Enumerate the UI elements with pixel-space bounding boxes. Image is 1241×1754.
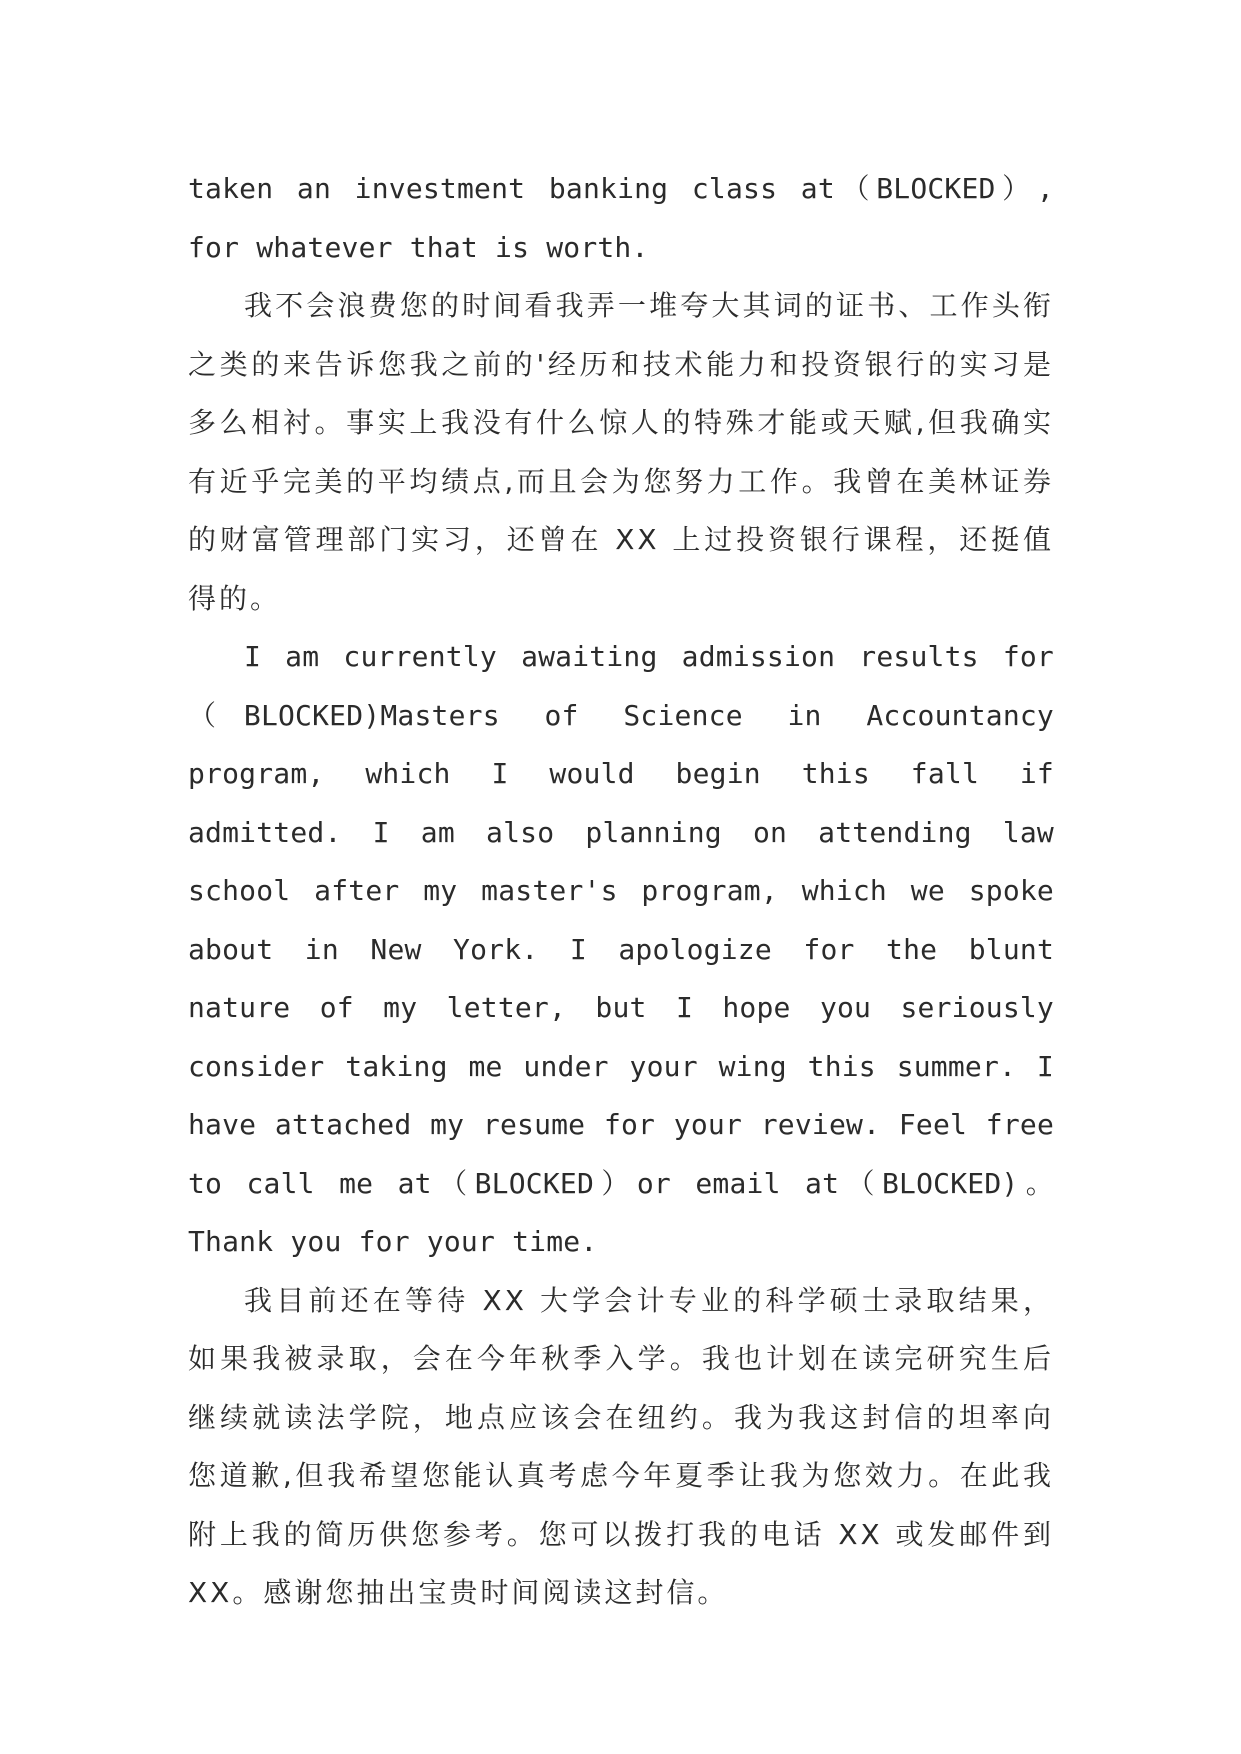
paragraph-chinese-admission: 我目前还在等待 XX 大学会计专业的科学硕士录取结果，如果我被录取，会在今年秋季入学。我也计划在读完研究生后继续就读法学院，地点应该会在纽约。我为我这封信的坦率向您道歉,但我希望您能认真考虑今年夏季让我为您效力。在此我附上我的简历供您参考。您可以拨打我的电话 XX 或发邮件到 XX。感谢您抽出宝贵时间阅读这封信。 <box>188 1283 1054 1609</box>
paragraph-english-admission: I am currently awaiting admission results for（BLOCKED)Masters of Science in Accountancy program, which I would begin this fall if admitted. I am also planning on attending law school after my master's program, which we spoke about in New York. I apologize for the blunt nature of my letter, but I hope you seriously consider taking me under your wing this summer. I have attached my resume for your review. Feel free to call me at（BLOCKED）or email at（BLOCKED)。 Thank you for your time. <box>188 640 1054 1258</box>
letter-body <box>188 160 1054 1623</box>
paragraph-english-continuation: taken an investment banking class at（BLOCKED）, for whatever that is worth. <box>188 172 1054 264</box>
paragraph-chinese-qualifications: 我不会浪费您的时间看我弄一堆夸大其词的证书、工作头衔之类的来告诉您我之前的'经历和技术能力和投资银行的实习是多么相衬。事实上我没有什么惊人的特殊才能或天赋,但我确实有近乎完美的平均绩点,而且会为您努力工作。我曾在美林证券的财富管理部门实习，还曾在 XX 上过投资银行课程，还挺值得的。 <box>188 289 1054 615</box>
